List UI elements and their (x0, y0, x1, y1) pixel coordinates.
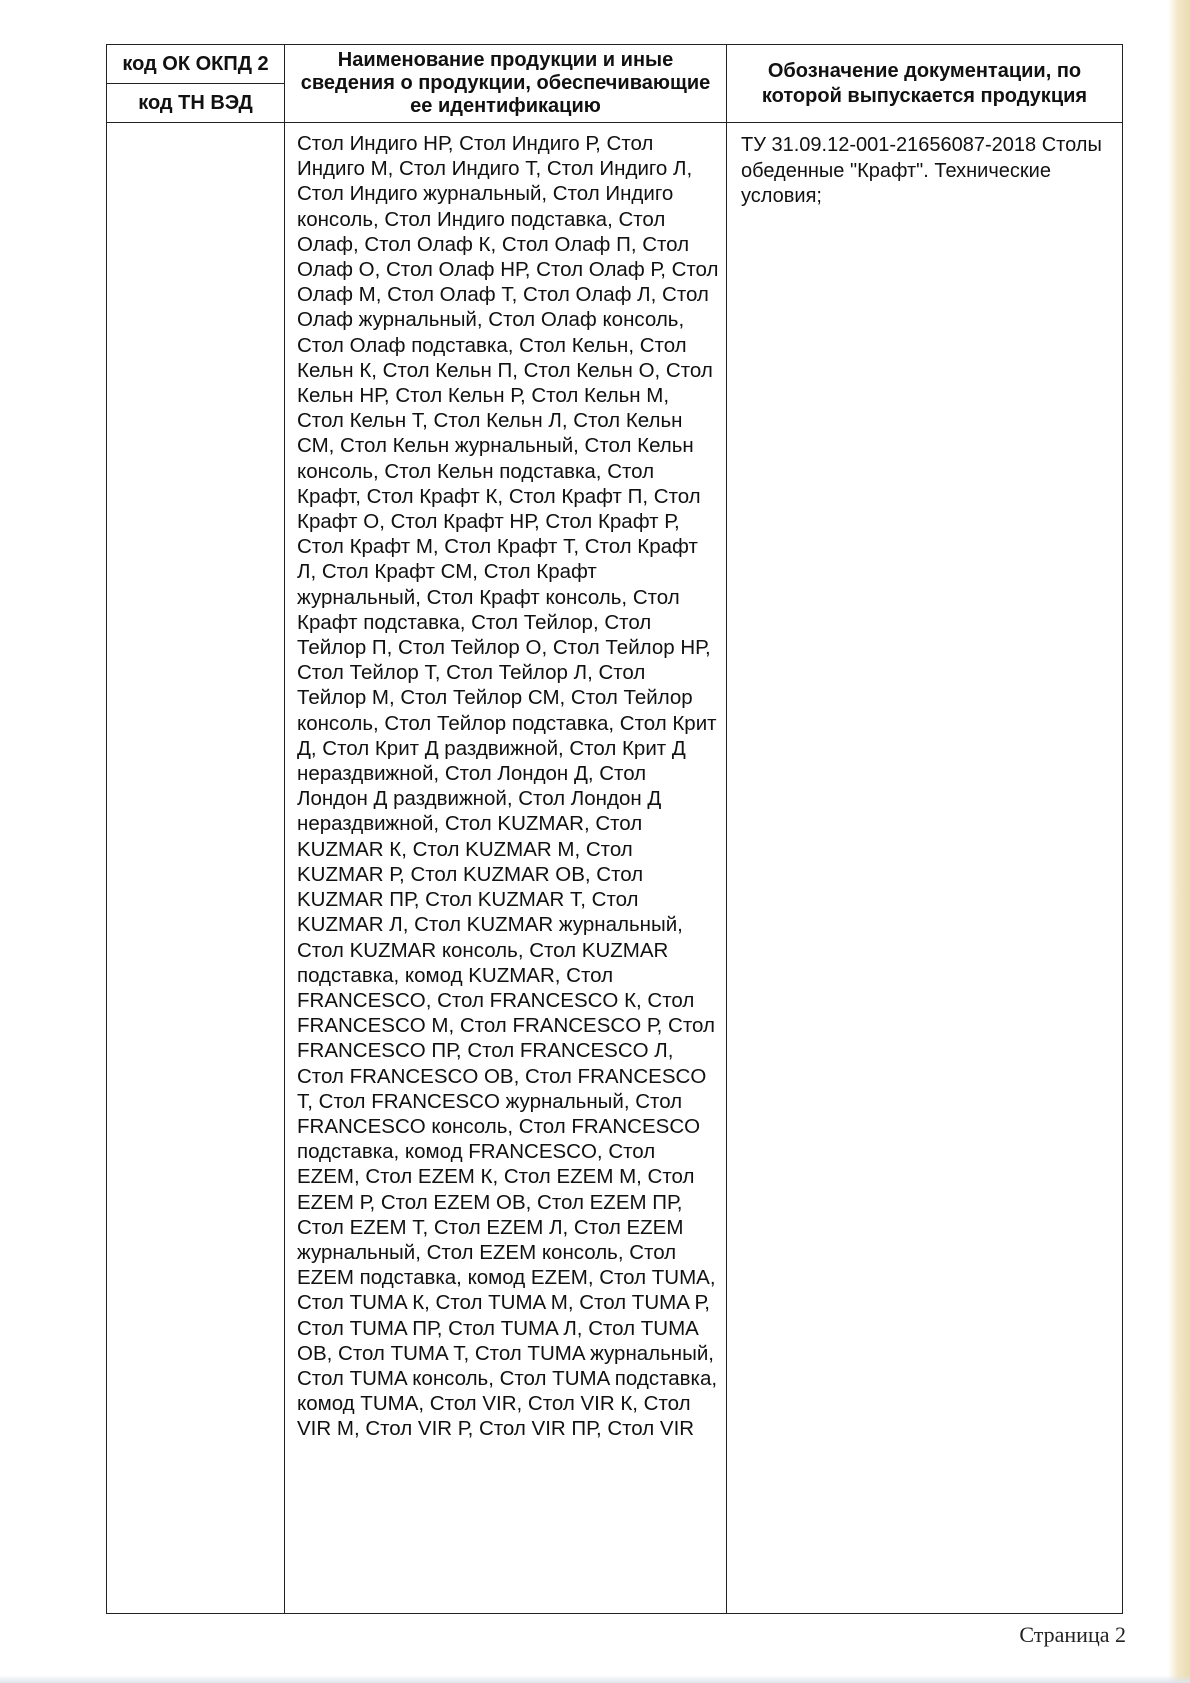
scan-edge-shading (1168, 0, 1190, 1683)
scan-bottom-shading (0, 1675, 1190, 1683)
certificate-annex-table (106, 44, 1123, 1614)
page-number: Страница 2 (1019, 1622, 1126, 1647)
cell-product-list: Стол Индиго НР, Стол Индиго Р, Стол Индиго М, Стол Индиго Т, Стол Индиго Л, Стол Индиго журнальный, Стол Индиго консоль, Стол Индиго подставка, Стол Олаф, Стол Олаф К, Стол Олаф П, Стол Олаф О, Стол Олаф НР, Стол Олаф Р, Стол Олаф М, Стол Олаф Т, Стол Олаф Л, Стол Олаф журнальный, Стол Олаф консоль, Стол Олаф подставка, Стол Кельн, Стол Кельн К, Стол Кельн П, Стол Кельн О, Стол Кельн НР, Стол Кельн Р, Стол Кельн М, Стол Кельн Т, Стол Кельн Л, Стол Кельн СМ, Стол Кельн журнальный, Стол Кельн консоль, Стол Кельн подставка, Стол Крафт, Стол Крафт К, Стол Крафт П, Стол Крафт О, Стол Крафт НР, Стол Крафт Р, Стол Крафт М, Стол Крафт Т, Стол Крафт Л, Стол Крафт СМ, Стол Крафт журнальный, Стол Крафт консоль, Стол Крафт подставка, Стол Тейлор, Стол Тейлор П, Стол Тейлор О, Стол Тейлор НР, Стол Тейлор Т, Стол Тейлор Л, Стол Тейлор М, Стол Тейлор СМ, Стол Тейлор консоль, Стол Тейлор подставка, Стол Крит Д, Стол Крит Д раздвижной, Стол Крит Д нераздвижной, Стол Лондон Д, Стол Лондон Д раздвижной, Стол Лондон Д нераздвижной, Стол KUZMAR, Стол KUZMAR К, Стол KUZMAR М, Стол KUZMAR Р, Стол KUZMAR ОВ, Стол KUZMAR ПР, Стол KUZMAR Т, Стол KUZMAR Л, Стол KUZMAR журнальный, Стол KUZMAR консоль, Стол KUZMAR подставка, комод KUZMAR, Стол FRANCESCO, Стол FRANCESCO К, Стол FRANCESCO М, Стол FRANCESCO Р, Стол FRANCESCO ПР, Стол FRANCESCO Л, Стол FRANCESCO ОВ, Стол FRANCESCO Т, Стол FRANCESCO журнальный, Стол FRANCESCO консоль, Стол FRANCESCO подставка, комод FRANCESCO, Стол EZEM, Стол EZEM К, Стол EZEM М, Стол EZEM Р, Стол EZEM ОВ, Стол EZEM ПР, Стол EZEM Т, Стол EZEM Л, Стол EZEM журнальный, Стол EZEM консоль, Стол EZEM подставка, комод EZEM, Стол TUMA, Стол TUMA К, Стол TUMA М, Стол TUMA Р, Стол TUMA ПР, Стол TUMA Л, Стол TUMA ОВ, Стол TUMA Т, Стол TUMA журнальный, Стол TUMA консоль, Стол TUMA подставка, комод TUMA, Стол VIR, Стол VIR К, Стол VIR М, Стол VIR Р, Стол VIR ПР, Стол VIR (285, 123, 727, 1614)
cell-code (107, 123, 285, 1614)
cell-documentation: ТУ 31.09.12-001-21656087-2018 Столы обеденные "Крафт". Технические условия; (727, 123, 1123, 1614)
header-row-top (107, 45, 1123, 84)
table-row (107, 123, 1123, 1614)
header-code-okpd: код ОК ОКПД 2 (107, 45, 285, 84)
header-documentation: Обозначение документации, по которой выпускается продукция (727, 45, 1123, 123)
header-code-tnved: код ТН ВЭД (107, 84, 285, 123)
header-product-name: Наименование продукции и иные сведения о продукции, обеспечивающие ее идентификацию (285, 45, 727, 123)
